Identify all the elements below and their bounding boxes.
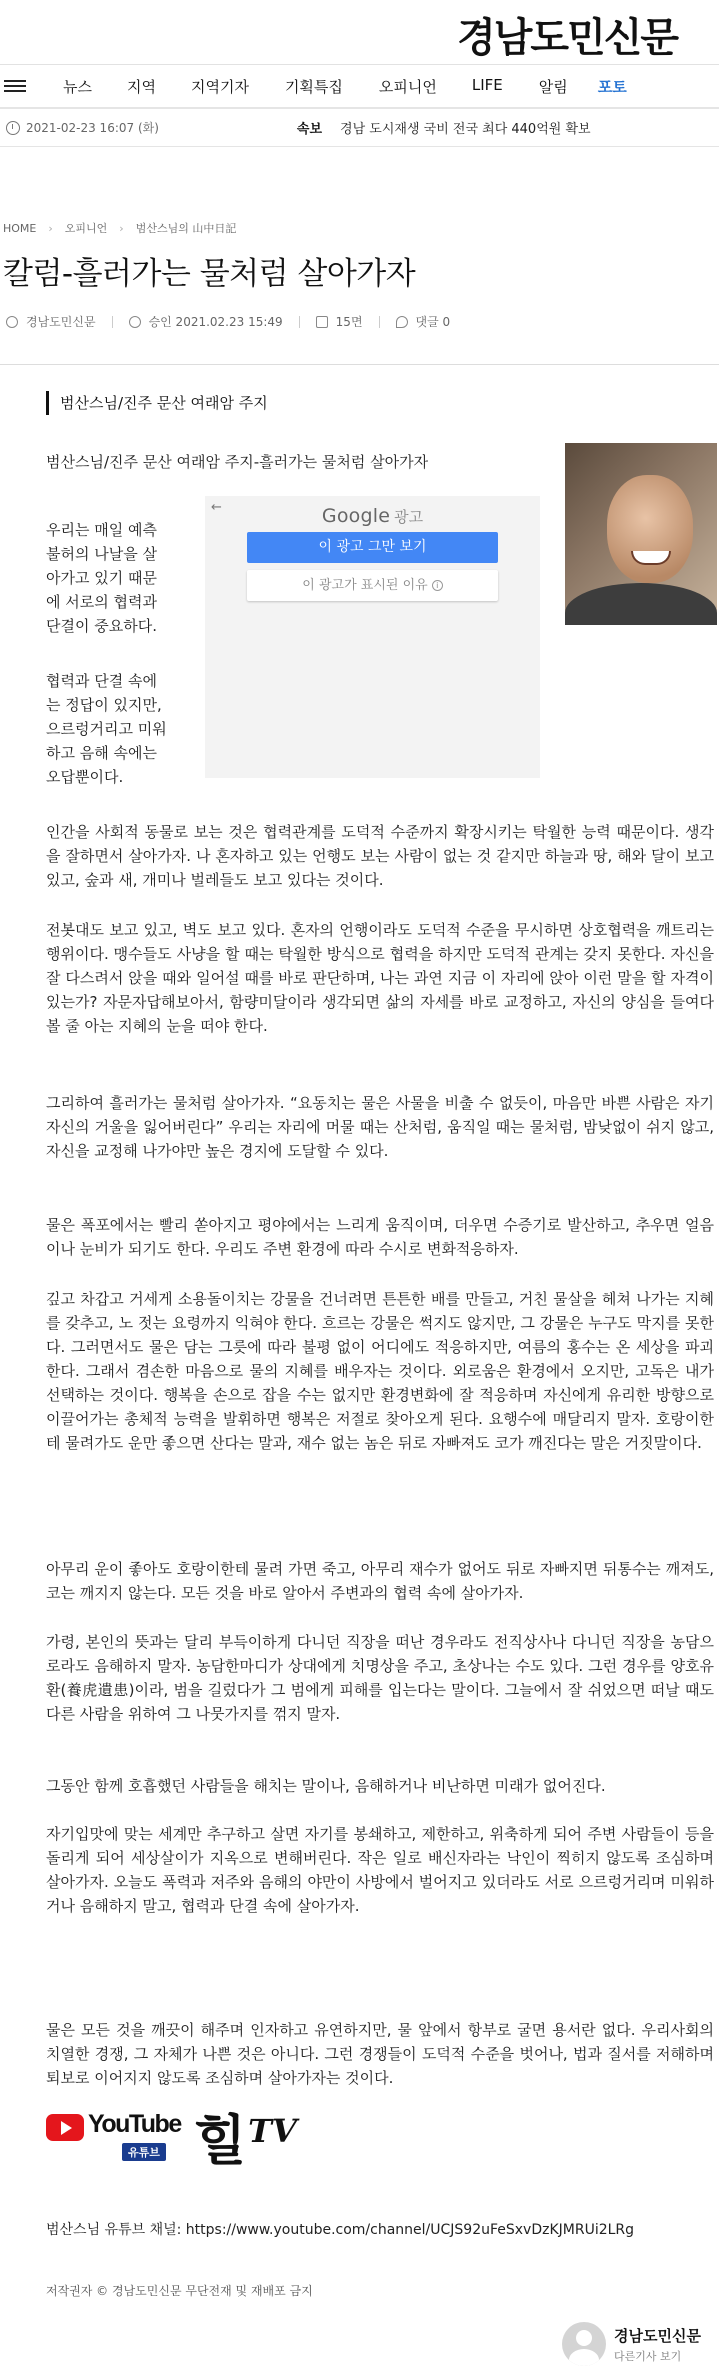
breaking-headline[interactable]: 경남 도시재생 국비 전국 최다 440억원 확보: [340, 122, 591, 137]
print-page: 15면: [335, 315, 363, 329]
chevron-right-icon: ›: [119, 221, 124, 235]
why-ad-label: 이 광고가 표시된 이유: [302, 578, 428, 593]
side-line: 오답뿐이다.: [46, 768, 124, 786]
chevron-right-icon: ›: [48, 221, 53, 235]
body-paragraph: 물은 모든 것을 깨끗이 해주며 인자하고 유연하지만, 물 앞에서 항부로 굴면 용서란 없다. 우리사회의 치열한 경쟁, 그 자체가 나쁜 것은 아니다. 그런 경쟁들이 도덕적 수준을 벗어나, 법과 질서를 저해하며 퇴보로 이어지지 않도록 조심하며 살아가자는 것이다.: [46, 2021, 714, 2087]
page-icon: [316, 316, 328, 328]
article-title: 칼럼-흘러가는 물처럼 살아가자: [3, 256, 416, 292]
news-ticker: [0, 109, 719, 147]
side-line: 아가고 있기 때문: [46, 569, 157, 587]
masthead: [0, 0, 719, 65]
google-ad: [205, 496, 540, 778]
author-photo: [565, 443, 717, 625]
google-wordmark: Google: [321, 505, 391, 527]
site-logo[interactable]: 경남도민신문: [457, 15, 677, 61]
breaking-label: 속보: [296, 122, 323, 137]
current-date: 2021-02-23 16:07 (화): [26, 121, 159, 135]
body-paragraph: 그동안 함께 호흡했던 사람들을 해치는 말이나, 음해하거나 비난하면 미래가 없어진다.: [46, 1777, 606, 1795]
body-paragraph: 전봇대도 보고 있고, 벽도 보고 있다. 혼자의 언행이라도 도덕적 수준을 무시하면 상호협력을 깨트리는 행위이다. 맹수들도 사냥을 할 때는 탁월한 방식으로 협력을 하지만 도덕적 관계는 갖지 못한다. 자신을 잘 다스려서 앉을 때와 일어설 때를 바로 판단하며, 나는 과연 지금 이 자리에 앉아 이런 말을 할 자격이 있는가? 자문자답해보아서, 함량미달이라 생각되면 삶의 자세를 바로 교정하고, 자신의 양심을 들여다볼 줄 아는 지혜의 눈을 떠야 한다.: [46, 921, 714, 1035]
body-paragraph: 인간을 사회적 동물로 보는 것은 협력관계를 도덕적 수준까지 확장시키는 탁월한 능력 때문이다. 생각을 잘하면서 살아가자. 나 혼자하고 있는 언행도 보는 사람이 없는 것 같지만 하늘과 땅, 해와 달이 보고 있고, 숲과 새, 개미나 벌레들도 보고 있다는 것이다.: [46, 823, 714, 889]
play-icon: [46, 2114, 84, 2141]
nav-opinion[interactable]: 오피니언: [378, 77, 437, 96]
breadcrumb-opinion[interactable]: 오피니언: [64, 222, 108, 235]
side-line: 으르렁거리고 미워: [46, 720, 167, 738]
youtube-channel-link[interactable]: 범산스님 유튜브 채널: https://www.youtube.com/channel/UCJS92uFeSxvDzKJMRUi2LRg: [46, 2222, 635, 2238]
user-icon: [6, 316, 18, 328]
side-line: 우리는 매일 예측: [46, 521, 157, 539]
side-line: 협력과 단결 속에: [46, 672, 157, 690]
google-ad-label: [205, 505, 540, 527]
article-lead: 범산스님/진주 문산 여래암 주지-흘러가는 물처럼 살아가자: [46, 453, 429, 471]
nav-notice[interactable]: 알림: [538, 77, 568, 96]
comment-count[interactable]: 댓글 0: [415, 315, 451, 329]
more-articles-link[interactable]: 다른기사 보기: [614, 2349, 682, 2363]
footer-author: [562, 2322, 701, 2366]
copyright: 저작권자 © 경남도민신문 무단전재 및 재배포 금지: [46, 2284, 313, 2298]
comment-icon: [396, 316, 408, 328]
heal-tv-logo[interactable]: [194, 2108, 297, 2172]
side-paragraph-1: [46, 518, 186, 638]
nav-region-reporter[interactable]: 지역기자: [190, 77, 249, 96]
footer-author-name: 경남도민신문: [614, 2326, 701, 2345]
main-nav: [0, 65, 719, 109]
breadcrumb-section[interactable]: 범산스님의 山中日記: [135, 222, 237, 235]
ad-label: 광고: [394, 508, 424, 526]
nav-life[interactable]: LIFE: [471, 75, 503, 94]
side-paragraph-2: [46, 669, 186, 789]
why-ad-button[interactable]: [247, 570, 498, 601]
body-paragraph: 아무리 운이 좋아도 호랑이한테 물려 가면 죽고, 아무리 재수가 없어도 뒤로 자빠지면 뒤통수는 깨져도, 코는 깨지지 않는다. 모든 것을 바로 알아서 주변과의 협력 속에 살아가자.: [46, 1560, 714, 1602]
article-meta: [6, 313, 450, 330]
nav-news[interactable]: 뉴스: [63, 77, 92, 96]
body-paragraph: 깊고 차갑고 거세게 소용돌이치는 강물을 건너려면 튼튼한 배를 만들고, 거친 물살을 헤쳐 나가는 지혜를 갖추고, 노 젓는 요령까지 익혀야 한다. 흐르는 강물은 썩지도 않지만, 그 강물은 누구도 막지를 못한다. 그러면서도 물은 담는 그릇에 따라 불평 없이 어디에도 적응하지만, 여름의 홍수는 온 세상을 파괴한다. 그래서 겸손한 마음으로 물의 지혜를 배우자는 것이다. 외로움은 환경에서 오지만, 고독은 내가 선택하는 것이다. 행복을 손으로 잡을 수는 없지만 환경변화에 잘 적응하며 자신에게 유리한 방향으로 이끌어가는 총체적 능력을 발휘하면 행복은 저절로 찾아오게 된다. 요행수에 매달리지 말자. 호랑이한테 물려가도 운만 좋으면 산다는 말과, 재수 없는 놈은 뒤로 자빠져도 코가 깨진다는 말은 거짓말이다.: [46, 1290, 714, 1452]
body-paragraph: 그리하여 흘러가는 물처럼 살아가자. “요동치는 물은 사물을 비출 수 없듯이, 마음만 바쁜 사람은 자기 자신의 거울을 잃어버린다” 우리는 자리에 머물 때는 산처럼, 움직일 때는 물처럼, 밤낮없이 쉬지 않고, 자신을 교정해 나가야만 높은 경지에 도달할 수 있다.: [46, 1094, 714, 1160]
breadcrumb: [3, 220, 236, 236]
body-paragraph: 가령, 본인의 뜻과는 달리 부득이하게 다니던 직장을 떠난 경우라도 전직상사나 다니던 직장을 농담으로라도 음해하지 말자. 농담한마디가 상대에게 치명상을 주고, 초상나는 수도 있다. 그런 경우를 양호유환(養虎遺患)이라, 범을 길렀다가 그 범에게 피해를 입는다는 말이다. 그늘에서 잘 쉬었으면 떠날 때도 다른 사람을 위하여 그 나뭇가지를 꺾지 말자.: [46, 1633, 714, 1723]
youtube-logo[interactable]: [46, 2110, 181, 2162]
stop-ad-button[interactable]: 이 광고 그만 보기: [247, 532, 498, 563]
side-line: 단결이 중요하다.: [46, 617, 157, 635]
info-icon: i: [432, 580, 443, 591]
side-line: 에 서로의 협력과: [46, 593, 157, 611]
hamburger-menu-icon[interactable]: [4, 80, 26, 92]
article-subhead: 범산스님/진주 문산 여래암 주지: [46, 391, 268, 415]
body-paragraph: 물은 폭포에서는 빨리 쏟아지고 평야에서는 느리게 움직이며, 더우면 수증기로 발산하고, 추우면 얼음이나 눈비가 되기도 한다. 우리도 주변 환경에 따라 수시로 변화적응하자.: [46, 1216, 714, 1258]
breadcrumb-home[interactable]: HOME: [3, 221, 37, 235]
youtube-tag: 유튜브: [122, 2143, 166, 2161]
back-arrow-icon[interactable]: ←: [211, 500, 222, 515]
avatar: [562, 2322, 606, 2366]
side-line: 하고 음해 속에는: [46, 744, 157, 762]
header-divider: [0, 364, 719, 365]
nav-photo[interactable]: 포토: [597, 77, 627, 96]
channel-logos: [46, 2108, 297, 2172]
side-line: 불허의 나날을 살: [46, 545, 157, 563]
nav-region[interactable]: 지역: [126, 77, 156, 96]
body-paragraph: 자기입맛에 맞는 세계만 추구하고 살면 자기를 봉쇄하고, 제한하고, 위축하게 되어 주변 사람들이 등을 돌리게 되어 세상살이가 지옥으로 변해버린다. 작은 일로 배신자라는 낙인이 찍히지 않도록 조심하며 살아가자. 오늘도 폭력과 저주와 음해의 야만이 사방에서 벌어지고 있더라도 서로 으르렁거리며 미워하거나 음해하지 말고, 협력과 단결 속에 살아가자.: [46, 1825, 714, 1915]
youtube-wordmark: YouTube: [88, 2110, 181, 2138]
clock-icon: [129, 316, 141, 328]
nav-feature[interactable]: 기획특집: [284, 77, 343, 96]
heal-char: 힐: [194, 2108, 247, 2172]
side-line: 는 정답이 있지만,: [46, 696, 162, 714]
clock-icon: [6, 121, 20, 135]
approved-time: 승인 2021.02.23 15:49: [148, 315, 283, 329]
article-author: 경남도민신문: [26, 315, 96, 329]
tv-label: TV: [248, 2112, 297, 2150]
